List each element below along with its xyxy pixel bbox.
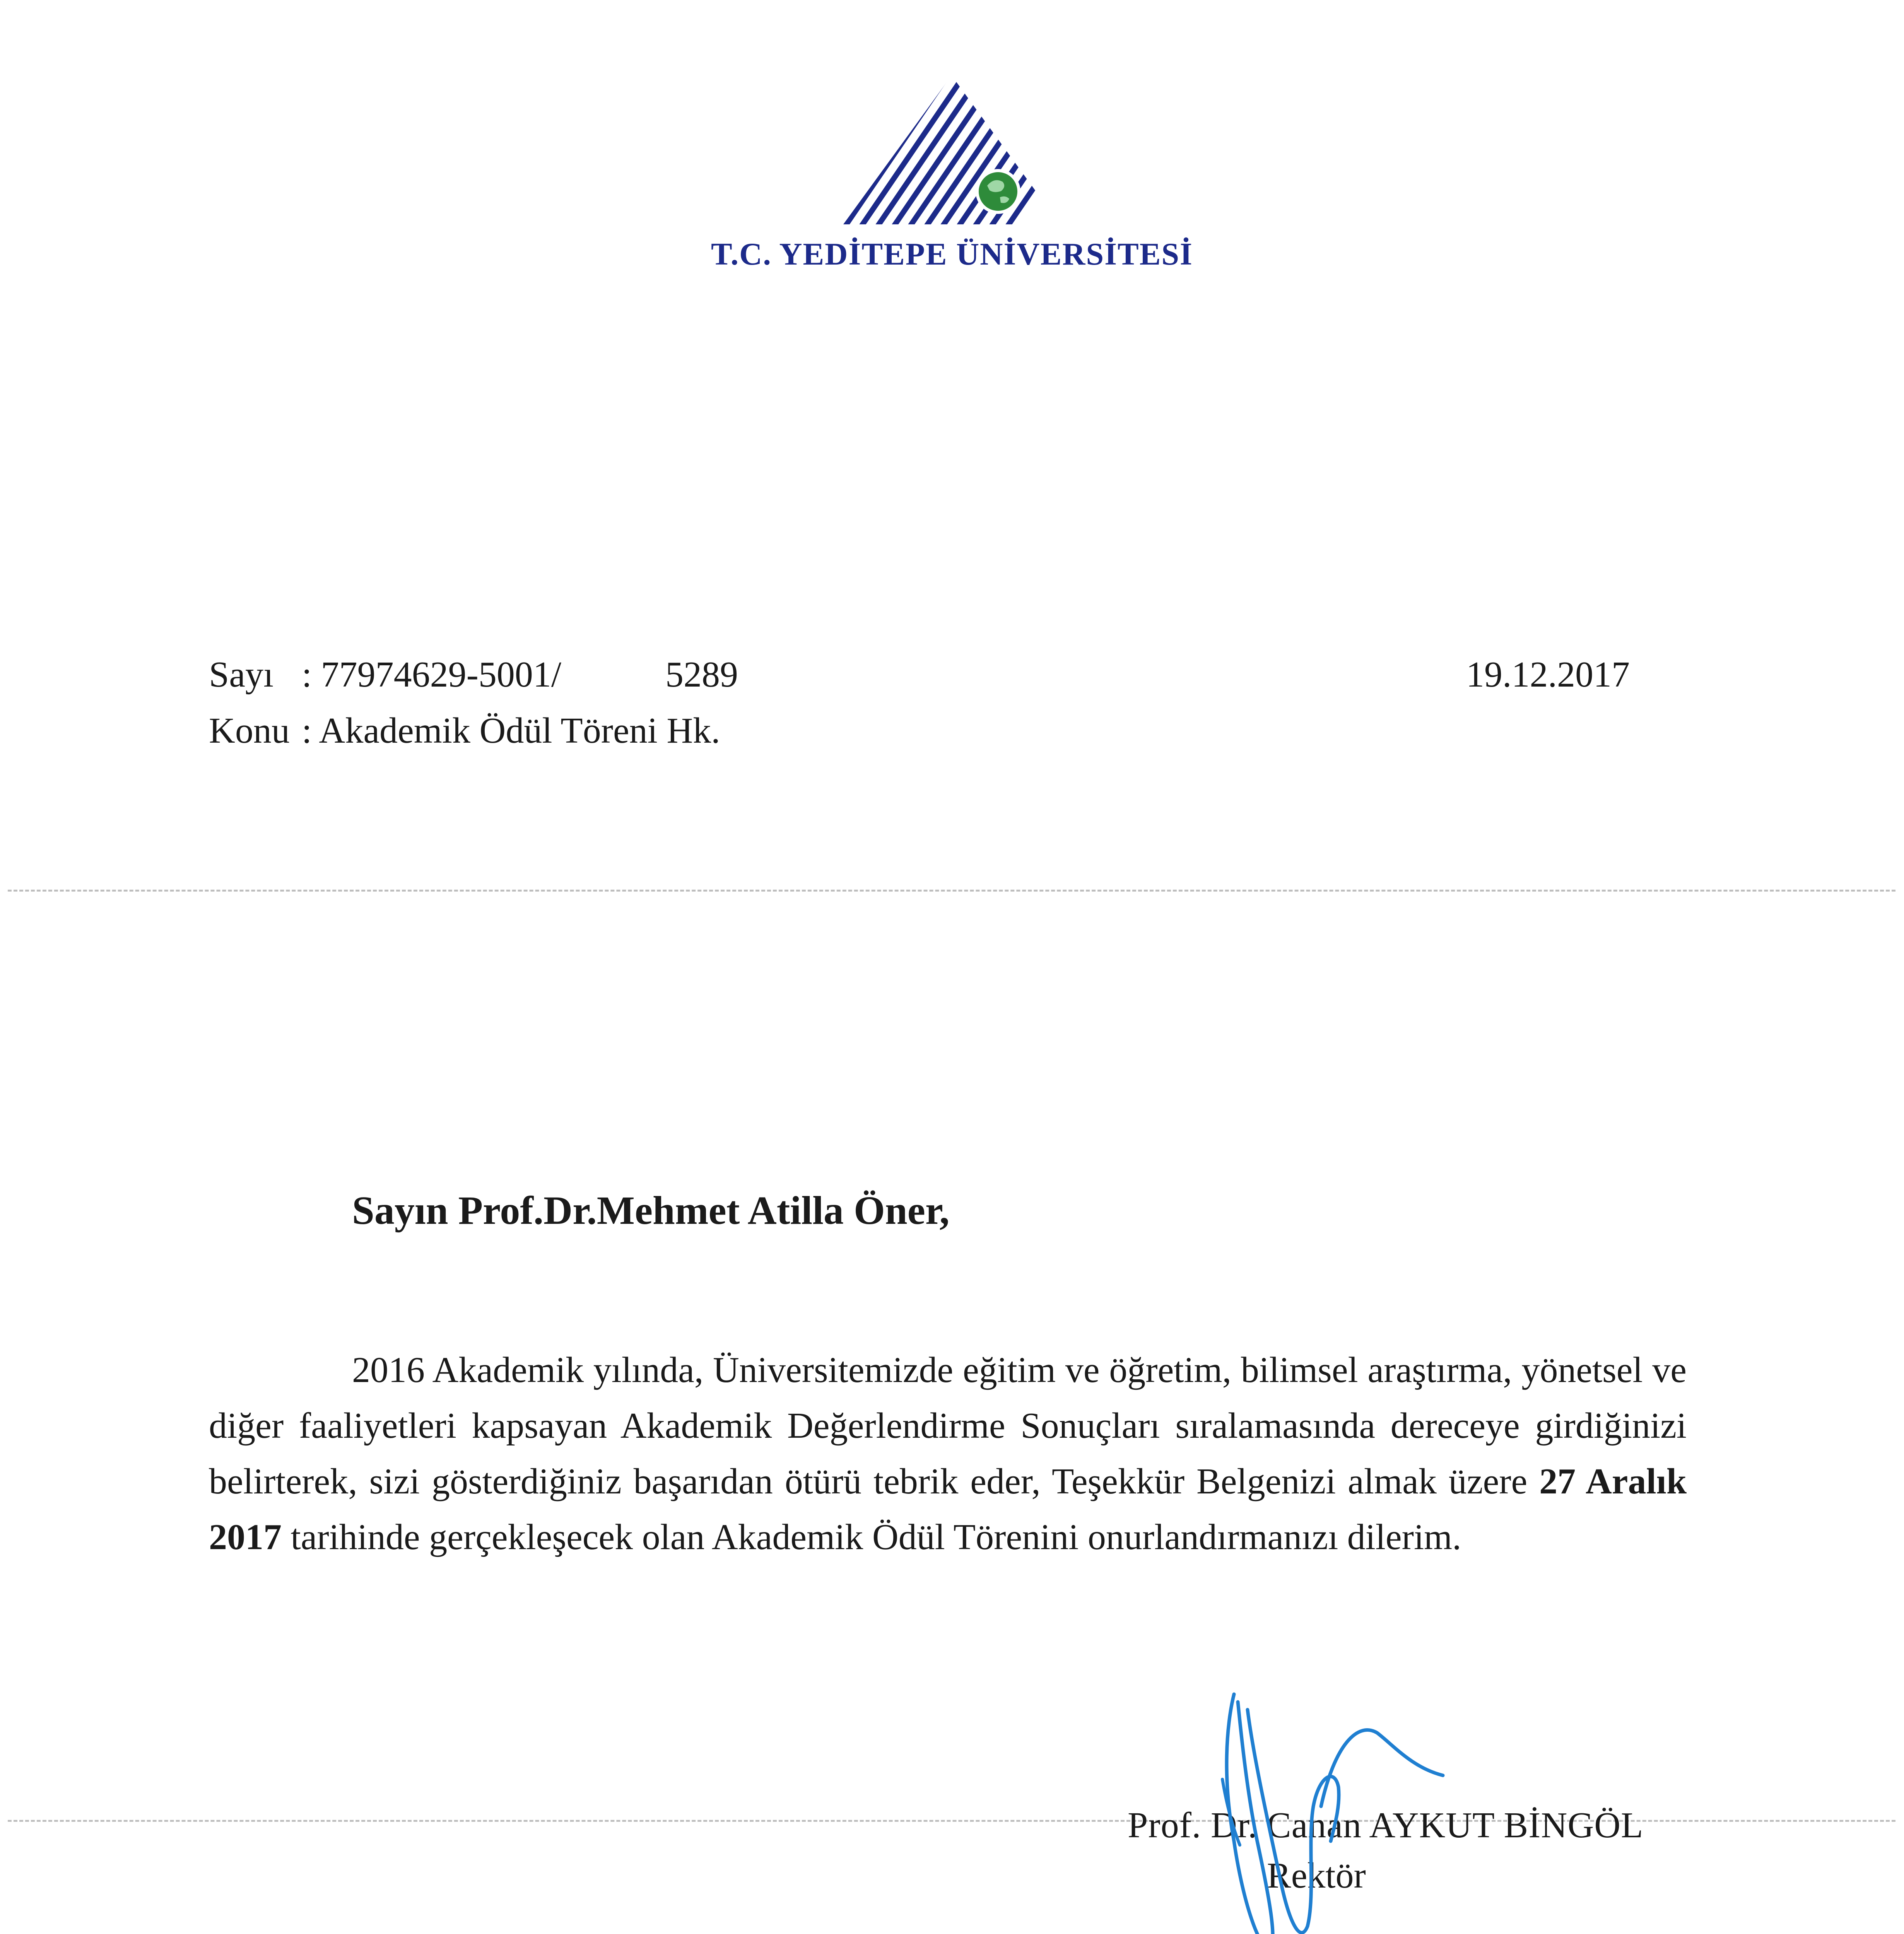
handwritten-signature-icon: [1211, 1679, 1505, 1934]
signatory-title: Rektör: [1267, 1855, 1366, 1896]
university-name: T.C. YEDİTEPE ÜNİVERSİTESİ: [711, 236, 1193, 272]
signatory-name: Prof. Dr. Canan AYKUT BİNGÖL: [1128, 1805, 1644, 1845]
sayi-value: : 77974629-5001/: [302, 654, 562, 695]
fold-line: [8, 890, 1895, 892]
konu-label: Konu: [209, 711, 290, 751]
body-text-part2: tarihinde gerçekleşecek olan Akademik Ödül Törenini onurlandırmanızı dilerim.: [282, 1517, 1461, 1557]
ceremony-date: 27 Aralık 2017: [209, 1461, 1687, 1557]
logo-stripe: [843, 75, 937, 224]
salutation: Sayın Prof.Dr.Mehmet Atilla Öner,: [352, 1188, 950, 1233]
konu-value: : Akademik Ödül Töreni Hk.: [302, 711, 720, 751]
body-text-part1: 2016 Akademik yılında, Üniversitemizde eğitim ve öğretim, bilimsel araştırma, yönetsel ve diğer faaliyetleri kapsayan Akademik Değerlendirme Sonuçları sıralamasında dereceye girdiğinizi belirterek, sizi gösterdiğiniz başarıdan ötürü tebrik eder, Teşekkür Belgenizi almak üzere: [209, 1350, 1687, 1502]
university-logo-icon: [843, 75, 1060, 224]
letter-body: [209, 1342, 1687, 1565]
body-paragraph: [209, 1342, 1687, 1565]
logo-stripe: [843, 75, 953, 224]
sayi-number: 5289: [665, 654, 738, 695]
letter-date: 19.12.2017: [1466, 654, 1630, 695]
sayi-label: Sayı: [209, 654, 274, 695]
